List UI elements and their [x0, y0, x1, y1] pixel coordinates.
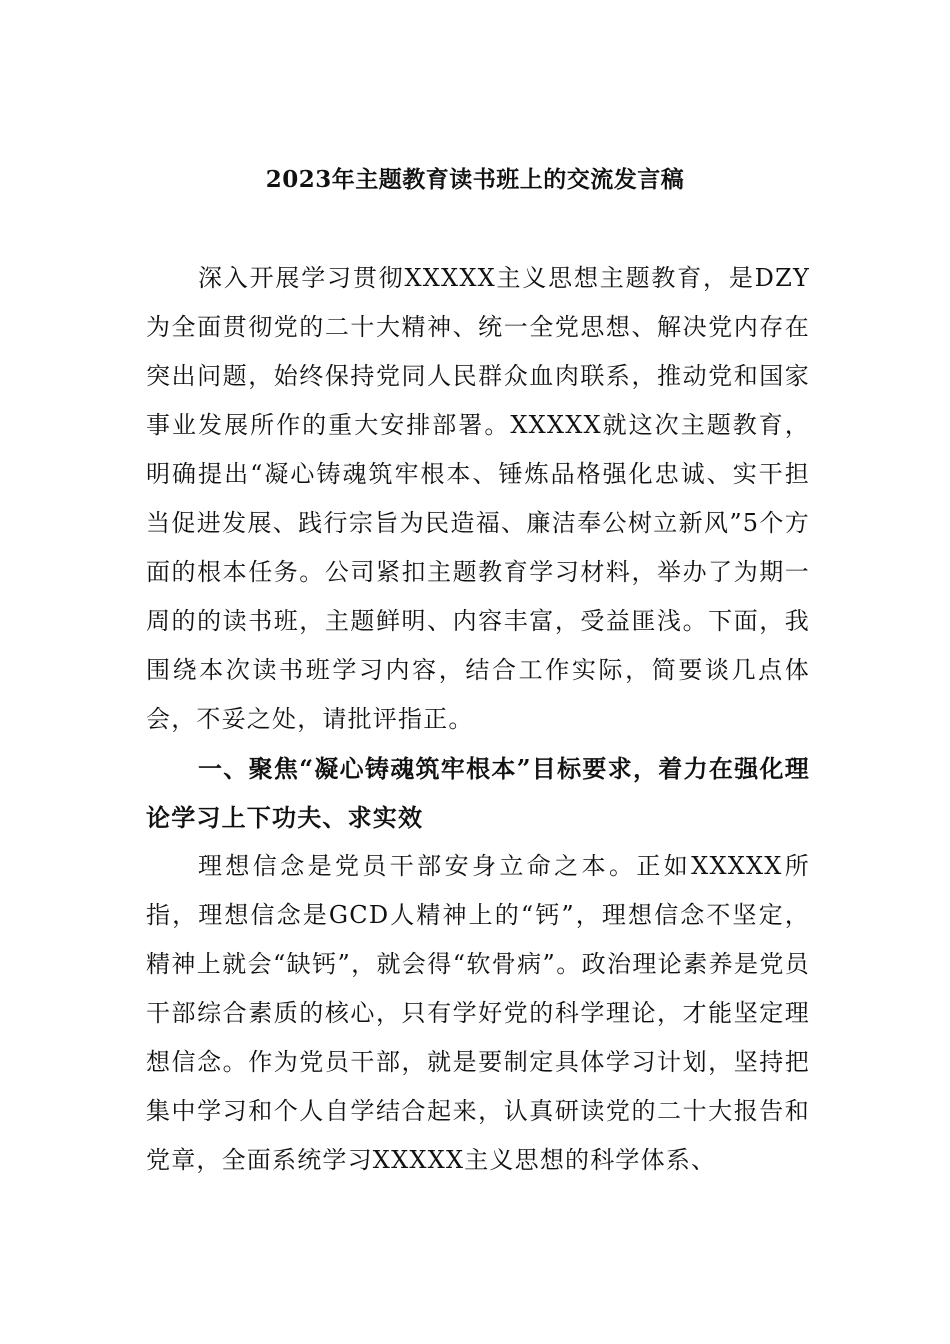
document-title: 2023年主题教育读书班上的交流发言稿: [265, 166, 685, 193]
document-body: [146, 254, 810, 1185]
body-paragraph-section-1: 理想信念是党员干部安身立命之本。正如XXXXX所指，理想信念是GCD人精神上的“钙”，理想信念不坚定，精神上就会“缺钙”，就会得“软骨病”。政治理论素养是党员干部综合素质的核心，只有学好党的科学理论，才能坚定理想信念。作为党员干部，就是要制定具体学习计划，坚持把集中学习和个人自学结合起来，认真研读党的二十大报告和党章，全面系统学习XXXXX主义思想的科学体系、: [146, 852, 810, 1174]
body-paragraph-intro: 深入开展学习贯彻XXXXX主义思想主题教育，是DZY为全面贯彻党的二十大精神、统一全党思想、解决党内存在突出问题，始终保持党同人民群众血肉联系，推动党和国家事业发展所作的重大安排部署。XXXXX就这次主题教育，明确提出“凝心铸魂筑牢根本、锤炼品格强化忠诚、实干担当促进发展、践行宗旨为民造福、廉洁奉公树立新风”5个方面的根本任务。公司紧扣主题教育学习材料，举办了为期一周的的读书班，主题鲜明、内容丰富，受益匪浅。下面，我围绕本次读书班学习内容，结合工作实际，简要谈几点体会，不妥之处，请批评指正。: [146, 264, 810, 733]
section-heading-1: 一、聚焦“凝心铸魂筑牢根本”目标要求，着力在强化理论学习上下功夫、求实效: [146, 754, 810, 832]
